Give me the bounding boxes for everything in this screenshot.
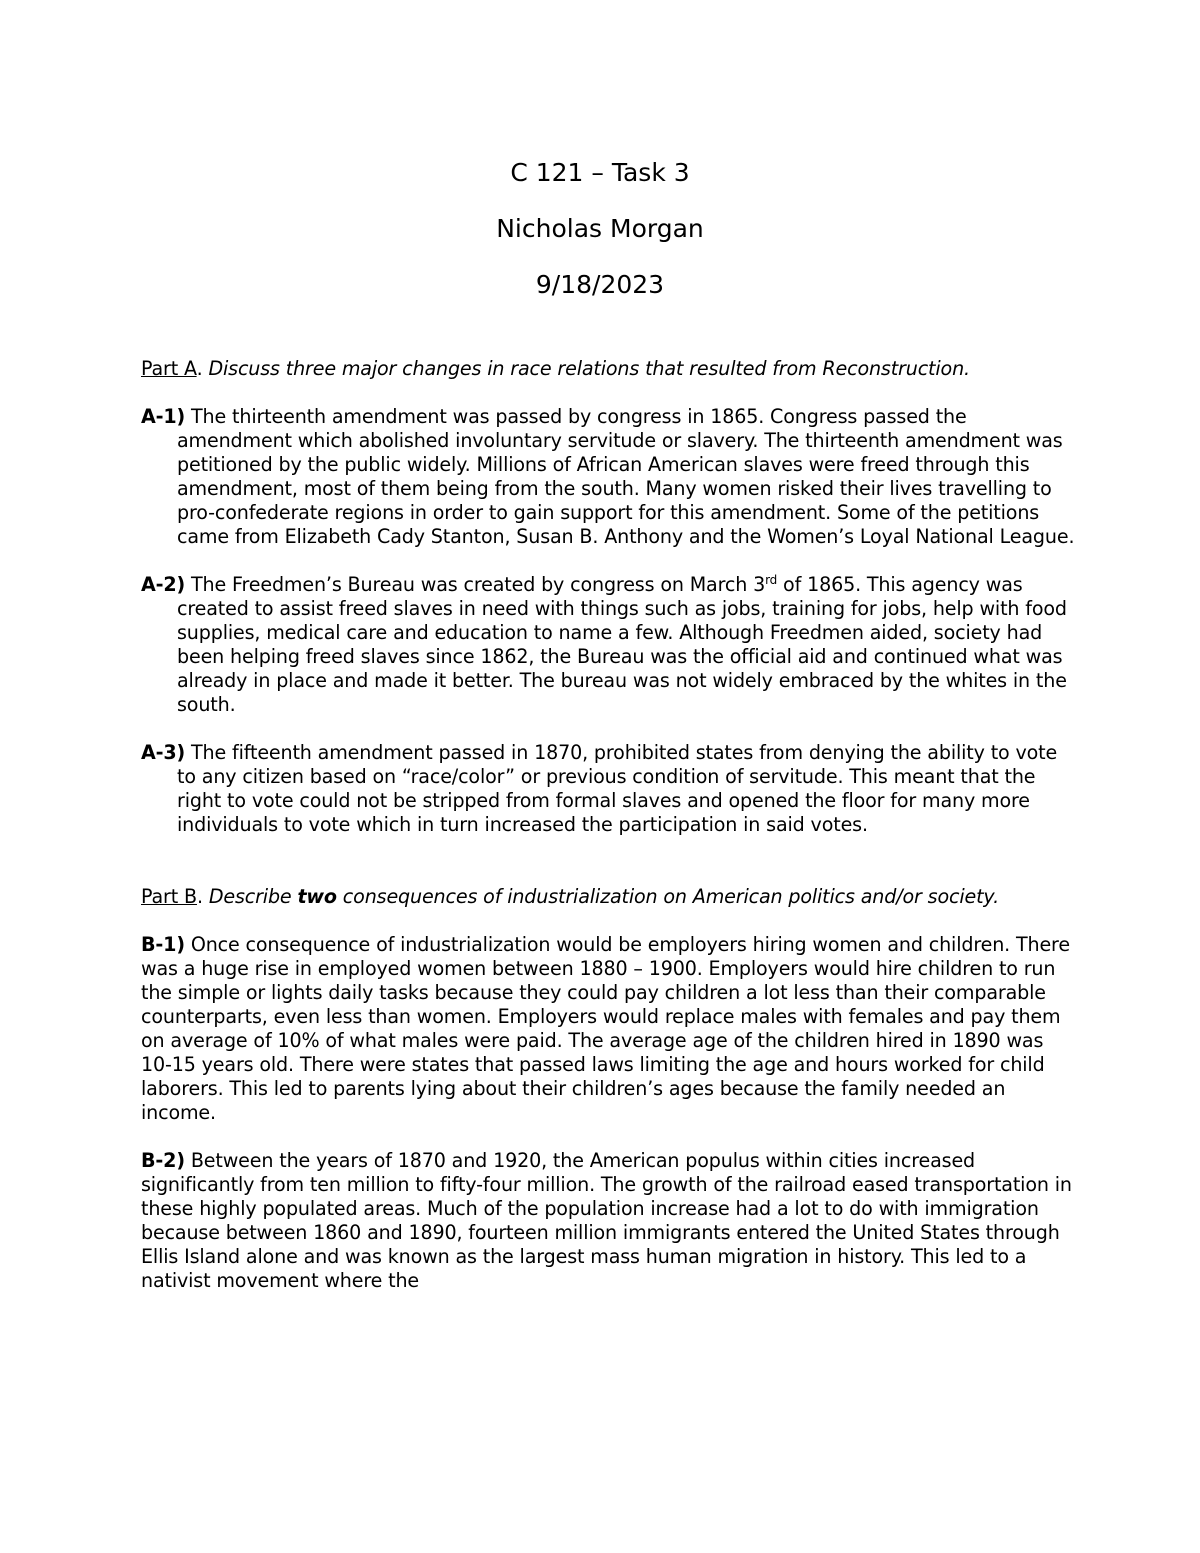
answer-a3-label: A-3) (141, 741, 186, 764)
answer-b2-label: B-2) (141, 1149, 185, 1172)
part-a-separator: . (196, 357, 209, 380)
part-a-label: Part A (141, 357, 197, 380)
answer-a2-text-end: of 1865. This agency was created to assist freed slaves in need with things such as jobs, training for jobs, help with food supplies, medical care and education to name a few. Although Freedmen aided, society had been helping freed slaves since 1862, the Bureau was the official aid and continued what was already in place and made it better. The bureau was not widely embraced by the whites in the south. (177, 573, 1067, 716)
part-b-section (141, 885, 1076, 1293)
answer-a1-label: A-1) (141, 405, 186, 428)
part-a-section (141, 357, 1076, 837)
document-title: C 121 – Task 3 (510, 158, 690, 187)
document-header (0, 145, 1200, 313)
part-b-separator: . (196, 885, 209, 908)
author-name: Nicholas Morgan (496, 214, 704, 243)
part-a-question: Discuss three major changes in race relations that resulted from Reconstruction. (208, 357, 970, 380)
part-b-question-start: Describe (208, 885, 298, 908)
ordinal-superscript: rd (765, 573, 778, 587)
answer-a3-text: The fifteenth amendment passed in 1870, prohibited states from denying the ability to vote to any citizen based on “race/color” or previous condition of servitude. This meant that the right to vote could not be stripped from formal slaves and opened the floor for many more individuals to vote which in turn increased the participation in said votes. (177, 741, 1058, 836)
part-b-question-emphasis: two (297, 885, 337, 908)
document-date: 9/18/2023 (535, 270, 665, 299)
answer-a2-text-start: The Freedmen’s Bureau was created by congress on March 3 (191, 573, 766, 596)
answer-a1 (141, 405, 1076, 549)
part-a-prompt (141, 357, 1076, 381)
answer-a3 (141, 741, 1076, 837)
answer-b1-label: B-1) (141, 933, 185, 956)
answer-b2-text: Between the years of 1870 and 1920, the American populus within cities increased significantly from ten million to fifty-four million. The growth of the railroad eased transportation in these highly populated areas. Much of the population increase had a lot to do with immigration because between 1860 and 1890, fourteen million immigrants entered the United States through Ellis Island alone and was known as the largest mass human migration in history. This led to a nativist movement where the (141, 1149, 1072, 1292)
part-b-label: Part B (141, 885, 197, 908)
answer-b1 (141, 933, 1076, 1125)
answer-a1-text: The thirteenth amendment was passed by congress in 1865. Congress passed the amendment which abolished involuntary servitude or slavery. The thirteenth amendment was petitioned by the public widely. Millions of African American slaves were freed through this amendment, most of them being from the south. Many women risked their lives travelling to pro-confederate regions in order to gain support for this amendment. Some of the petitions came from Elizabeth Cady Stanton, Susan B. Anthony and the Women’s Loyal National League. (177, 405, 1075, 548)
part-b-prompt (141, 885, 1076, 909)
answer-a2-label: A-2) (141, 573, 186, 596)
document-body (141, 357, 1076, 1293)
part-b-question-end: consequences of industrialization on American politics and/or society. (336, 885, 999, 908)
answer-b1-text: Once consequence of industrialization would be employers hiring women and children. There was a huge rise in employed women between 1880 – 1900. Employers would hire children to run the simple or lights daily tasks because they could pay children a lot less than their comparable counterparts, even less than women. Employers would replace males with females and pay them on average of 10% of what males were paid. The average age of the children hired in 1890 was 10-15 years old. There were states that passed laws limiting the age and hours worked for child laborers. This led to parents lying about their children’s ages because the family needed an income. (141, 933, 1070, 1124)
answer-b2 (141, 1149, 1076, 1293)
part-b-question (209, 885, 999, 908)
answer-a2 (141, 573, 1076, 717)
